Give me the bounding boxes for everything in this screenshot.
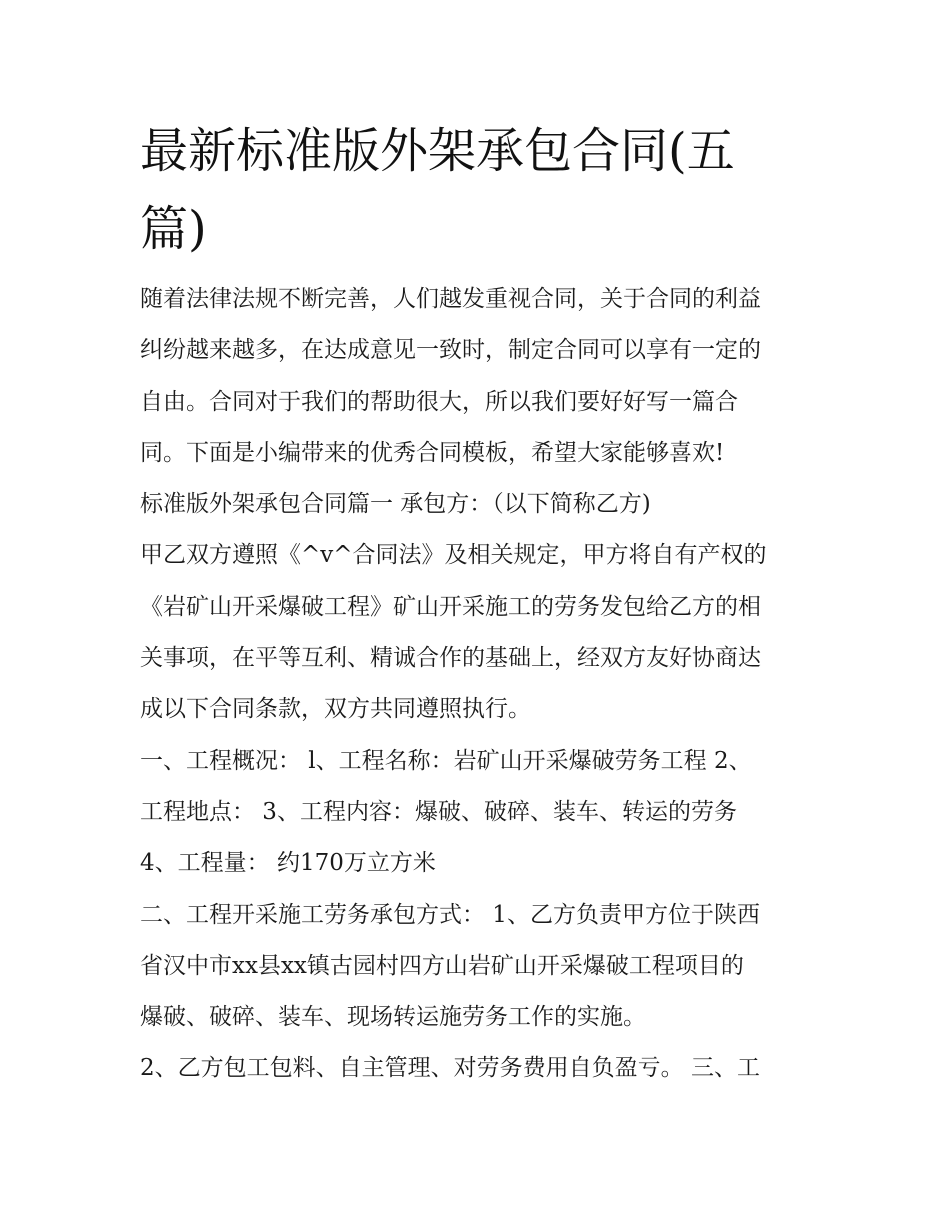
text-line: 二、工程开采施工劳务承包方式： 1、乙方负责甲方位于陕西 [140,901,760,928]
text-line: 2、乙方包工包料、自主管理、对劳务费用自负盈亏。 三、工 [140,1055,760,1082]
text-line: 一、工程概况： l、工程名称：岩矿山开采爆破劳务工程 2、 [140,747,752,774]
text-line: 成以下合同条款，双方共同遵照执行。 [140,696,531,723]
text-line: 爆破、破碎、装车、现场转运施劳务工作的实施。 [140,1004,646,1031]
title-line-2: 篇) [140,201,207,257]
text-line: 省汉中市xx县xx镇古园村四方山岩矿山开采爆破工程项目的 [140,952,744,979]
text-line: 标准版外架承包合同篇一 承包方：（以下简称乙方) [140,491,651,518]
text-line: 关事项，在平等互利、精诚合作的基础上，经双方友好协商达 [140,645,761,672]
text-line: 《岩矿山开采爆破工程》矿山开采施工的劳务发包给乙方的相 [140,593,761,620]
text-line: 随着法律法规不断完善，人们越发重视合同，关于合同的利益 [140,286,761,312]
title-line-1: 最新标准版外架承包合同(五 [140,123,735,179]
text-line: 4、工程量： 约170万立方米 [140,850,436,877]
text-line: 同。下面是小编带来的优秀合同模板，希望大家能够喜欢! [140,439,725,466]
text-line: 自由。合同对于我们的帮助很大，所以我们要好好写一篇合 [140,388,738,415]
page-title [140,112,820,268]
text-line: 纠纷越来越多，在达成意见一致时，制定合同可以享有一定的 [140,337,761,364]
body-text [140,274,820,1095]
text-line: 甲乙双方遵照《^v^合同法》及相关规定，甲方将自有产权的 [140,542,767,569]
text-line: 工程地点： 3、工程内容：爆破、破碎、装车、转运的劳务 [140,798,737,825]
